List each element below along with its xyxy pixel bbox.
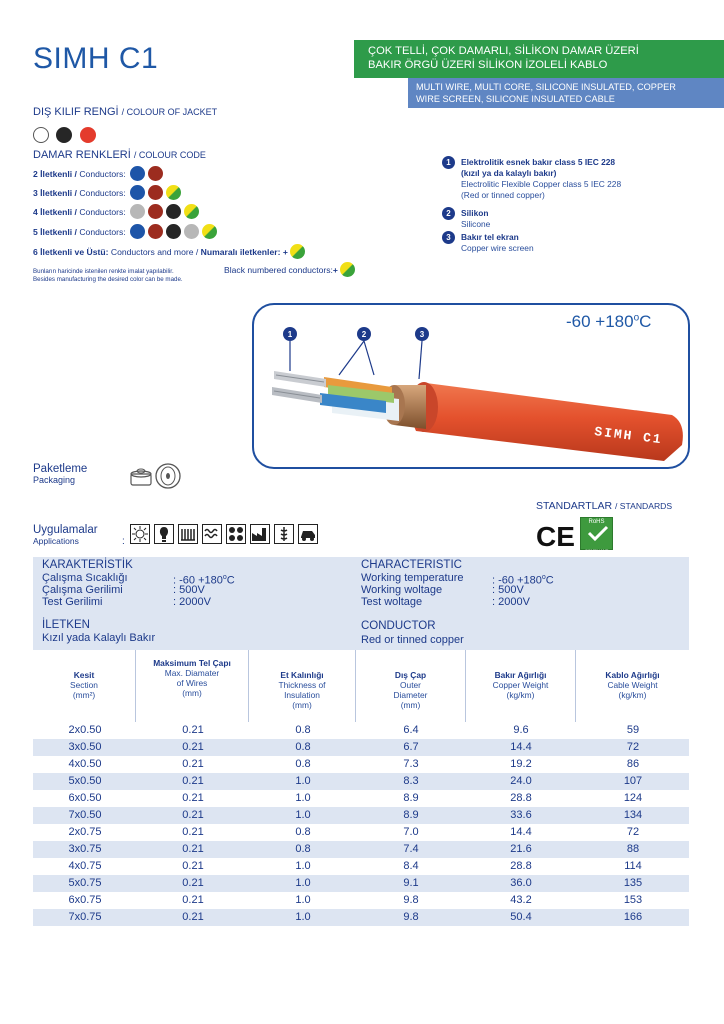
table-cell: 7x0.75 bbox=[68, 911, 102, 923]
conductor-row-label-en: Conductors: bbox=[79, 226, 126, 237]
table-cell: 1.0 bbox=[295, 894, 311, 906]
rohs-badge bbox=[580, 517, 613, 553]
table-cell: 36.0 bbox=[510, 877, 532, 889]
char-left-value: : $-60 +180^oC$ bbox=[173, 574, 235, 587]
table-cell: 8.3 bbox=[403, 775, 419, 787]
conductor-row-label-tr: 5 İletkenli / bbox=[33, 226, 77, 237]
title-en-line2: WIRE SCREEN, SILICONE INSULATED CABLE bbox=[416, 94, 615, 104]
blue-swatch bbox=[130, 166, 145, 181]
rohs-label: RoHS bbox=[588, 519, 605, 525]
title-tr-line2: BAKIR ÖRGÜ ÜZERİ SİLİKON İZOLELİ KABLO bbox=[368, 59, 608, 71]
char-right-value: : 500V bbox=[492, 584, 524, 596]
table-cell: 9.8 bbox=[403, 894, 419, 906]
table-cell: 0.21 bbox=[182, 775, 204, 787]
legend-en: Electrolitic Flexible Copper class 5 IEC 228 bbox=[461, 179, 622, 189]
table-row bbox=[33, 722, 689, 739]
table-cell: 0.8 bbox=[295, 843, 311, 855]
jacket-label-tr: DIŞ KILIF RENGİ bbox=[33, 106, 119, 118]
table-cell: 1.0 bbox=[295, 860, 311, 872]
char-left-key: Çalışma Sıcaklığı bbox=[42, 572, 128, 584]
table-cell: 2x0.50 bbox=[68, 724, 102, 736]
conductor-title-en: CONDUCTOR bbox=[361, 620, 436, 632]
table-cell: 0.21 bbox=[182, 911, 204, 923]
table-cell: 0.21 bbox=[182, 741, 204, 753]
conductor-title-tr: İLETKEN bbox=[42, 619, 90, 631]
cable-print: SIMH C1 bbox=[593, 424, 664, 448]
cable-jacket bbox=[412, 383, 683, 461]
colour-note-en: Besides manufacturing the desired color can be made. bbox=[33, 276, 183, 283]
jacket-red-swatch bbox=[80, 127, 96, 143]
char-right-value: : 2000V bbox=[492, 596, 530, 608]
table-cell: 9.1 bbox=[403, 877, 419, 889]
table-cell: 0.21 bbox=[182, 792, 204, 804]
table-cell: 43.2 bbox=[510, 894, 532, 906]
table-cell: 5x0.75 bbox=[68, 877, 102, 889]
table-cell: 0.8 bbox=[295, 741, 311, 753]
callout-number: 3 bbox=[442, 231, 455, 244]
conductor-row-label-en: Conductors: bbox=[79, 187, 126, 198]
table-row bbox=[33, 892, 689, 909]
table-cell: 72 bbox=[626, 826, 640, 838]
table-cell: 59 bbox=[626, 724, 640, 736]
table-row bbox=[33, 756, 689, 773]
table-cell: 1.0 bbox=[295, 809, 311, 821]
table-cell: 114 bbox=[624, 860, 642, 872]
conductor-row-label-en: Conductors: bbox=[79, 168, 126, 179]
header-copper-weight: Bakır Ağırlığı Copper Weight (kg/km) bbox=[466, 650, 576, 722]
legend-tr-2: (kızıl ya da kalaylı bakır) bbox=[461, 168, 557, 178]
table-row bbox=[33, 858, 689, 875]
conductor-row-6-plus bbox=[33, 244, 308, 259]
table-cell: 166 bbox=[623, 911, 643, 923]
radiator-icon bbox=[178, 524, 198, 544]
packaging-label bbox=[33, 463, 87, 485]
legend-item-1 bbox=[442, 156, 622, 200]
plus-sign: + bbox=[332, 264, 338, 275]
colour-code-label-en: / COLOUR CODE bbox=[133, 150, 206, 160]
rohs-sub: COMPLIANT bbox=[584, 548, 609, 553]
title-band-english bbox=[408, 78, 724, 108]
six-conductors-label-tr: 6 İletkenli ve Üstü: bbox=[33, 246, 109, 257]
table-cell: 9.8 bbox=[403, 911, 419, 923]
table-cell: 21.6 bbox=[510, 843, 532, 855]
header-cable-weight: Kablo Ağırlığı Cable Weight (kg/km) bbox=[605, 670, 660, 700]
char-left-value: : 500V bbox=[173, 584, 205, 596]
coil-and-reel-icon bbox=[130, 462, 185, 490]
table-cell: 50.4 bbox=[510, 911, 532, 923]
applications-colon: : bbox=[122, 536, 125, 547]
header-section: Kesit Section (mm²) bbox=[33, 650, 136, 722]
table-cell: 19.2 bbox=[510, 758, 532, 770]
legend-en-2: (Red or tinned copper) bbox=[461, 190, 545, 200]
table-cell: 6.4 bbox=[403, 724, 419, 736]
table-cell: 0.21 bbox=[182, 724, 204, 736]
title-en-line1: MULTI WIRE, MULTI CORE, SILICONE INSULATED, COPPER bbox=[416, 82, 676, 92]
jacket-label-en: / COLOUR OF JACKET bbox=[121, 107, 218, 117]
applications-label-tr: Uygulamalar bbox=[33, 524, 98, 536]
table-cell: 4x0.75 bbox=[68, 860, 102, 872]
table-cell: 28.8 bbox=[510, 860, 532, 872]
temperature-range bbox=[566, 312, 651, 332]
table-cell: 0.8 bbox=[295, 826, 311, 838]
brown-swatch bbox=[148, 224, 163, 239]
table-cell: 0.8 bbox=[295, 758, 311, 770]
table-cell: 0.21 bbox=[182, 860, 204, 872]
table-cell: 9.6 bbox=[513, 724, 529, 736]
table-header bbox=[33, 650, 689, 722]
table-row bbox=[33, 807, 689, 824]
table-cell: 1.0 bbox=[295, 792, 311, 804]
table-cell: 8.4 bbox=[403, 860, 419, 872]
legend-tr: Bakır tel ekran bbox=[461, 232, 519, 242]
table-cell: 88 bbox=[626, 843, 640, 855]
table-cell: 8.9 bbox=[403, 809, 419, 821]
table-cell: 0.21 bbox=[182, 894, 204, 906]
brown-swatch bbox=[148, 185, 163, 200]
header-outer-diameter: Dış Çap Outer Diameter (mm) bbox=[356, 650, 466, 722]
checkmark-icon bbox=[581, 525, 614, 543]
heating-icon bbox=[130, 524, 150, 544]
medical-icon bbox=[274, 524, 294, 544]
table-row bbox=[33, 909, 689, 926]
table-cell: 33.6 bbox=[510, 809, 532, 821]
stove-icon bbox=[226, 524, 246, 544]
table-cell: 107 bbox=[623, 775, 643, 787]
jacket-white-swatch bbox=[33, 127, 49, 143]
brown-swatch bbox=[148, 166, 163, 181]
temperature-unit: C bbox=[639, 312, 652, 331]
table-cell: 3x0.50 bbox=[68, 741, 102, 753]
table-row bbox=[33, 824, 689, 841]
blue-swatch bbox=[130, 185, 145, 200]
table-cell: 6.7 bbox=[403, 741, 419, 753]
table-cell: 134 bbox=[623, 809, 643, 821]
colour-code-label bbox=[33, 149, 206, 161]
degree-sign: o bbox=[633, 312, 640, 324]
conductor-row-label-tr: 3 İletkenli / bbox=[33, 187, 77, 198]
table-cell: 153 bbox=[623, 894, 643, 906]
green-yellow-swatch bbox=[184, 204, 199, 219]
conductor-value-en: Red or tinned copper bbox=[361, 634, 464, 646]
green-yellow-swatch bbox=[340, 262, 355, 277]
table-cell: 6x0.50 bbox=[68, 792, 102, 804]
table-cell: 124 bbox=[623, 792, 643, 804]
conductor-value-tr: Kızıl yada Kalaylı Bakır bbox=[42, 632, 156, 644]
table-cell: 14.4 bbox=[510, 826, 532, 838]
vehicle-icon bbox=[298, 524, 318, 544]
colour-code-label-tr: DAMAR RENKLERİ bbox=[33, 149, 131, 161]
table-cell: 28.8 bbox=[510, 792, 532, 804]
table-row bbox=[33, 790, 689, 807]
table-cell: 0.21 bbox=[182, 826, 204, 838]
char-right-value: : $-60 +180^oC$ bbox=[492, 574, 554, 587]
callout-2: 2 bbox=[361, 330, 367, 339]
grey-swatch bbox=[184, 224, 199, 239]
table-cell: 3x0.75 bbox=[68, 843, 102, 855]
oven-icon bbox=[202, 524, 222, 544]
table-cell: 0.21 bbox=[182, 809, 204, 821]
colour-note bbox=[33, 268, 183, 284]
char-right-key: Test woltage bbox=[361, 596, 423, 608]
page-title: SIMH C1 bbox=[33, 42, 159, 75]
char-left-key: Test Gerilimi bbox=[42, 596, 103, 608]
applications-label-en: Applications bbox=[33, 536, 79, 546]
conductor-row-4 bbox=[33, 204, 202, 219]
table-cell: 0.21 bbox=[182, 843, 204, 855]
title-band-turkish bbox=[354, 40, 724, 78]
table-cell: 86 bbox=[626, 758, 640, 770]
table-cell: 0.21 bbox=[182, 877, 204, 889]
packaging-label-tr: Paketleme bbox=[33, 463, 88, 475]
table-cell: 1.0 bbox=[295, 775, 311, 787]
callout-number: 2 bbox=[442, 207, 455, 220]
legend-item-3 bbox=[442, 231, 534, 253]
grey-swatch bbox=[130, 204, 145, 219]
packaging-icons bbox=[130, 462, 185, 495]
factory-icon bbox=[250, 524, 270, 544]
standards-label-tr: STANDARTLAR bbox=[536, 500, 613, 512]
jacket-colour-label bbox=[33, 106, 217, 118]
black-numbered-conductors bbox=[224, 262, 358, 277]
table-cell: 1.0 bbox=[295, 911, 311, 923]
characteristics-title-tr: KARAKTERİSTİK bbox=[42, 559, 133, 571]
six-conductors-label-en: Conductors and more / bbox=[110, 246, 199, 257]
black-swatch bbox=[166, 204, 181, 219]
table-row bbox=[33, 875, 689, 892]
callout-1: 1 bbox=[287, 330, 293, 339]
conductor-row-2 bbox=[33, 166, 166, 181]
legend-en: Silicone bbox=[461, 219, 491, 229]
table-cell: 1.0 bbox=[295, 877, 311, 889]
temperature-value: -60 +180 bbox=[566, 312, 634, 331]
char-left-value: : 2000V bbox=[173, 596, 211, 608]
table-row bbox=[33, 841, 689, 858]
black-numbered-label: Black numbered conductors: bbox=[224, 264, 333, 275]
legend-tr: Silikon bbox=[461, 208, 489, 218]
green-yellow-swatch bbox=[166, 185, 181, 200]
conductor-row-label-tr: 4 İletkenli / bbox=[33, 206, 77, 217]
char-right-key: Working woltage bbox=[361, 584, 443, 596]
applications-label bbox=[33, 524, 98, 546]
black-swatch bbox=[166, 224, 181, 239]
header-wire-diameter: Maksimum Tel Çapı Max. Diamater of Wires (mm) bbox=[136, 650, 249, 722]
char-right-key: Working temperature bbox=[361, 572, 464, 584]
legend-item-2 bbox=[442, 207, 491, 229]
jacket-swatches bbox=[33, 126, 99, 144]
conductor-row-5 bbox=[33, 224, 220, 239]
table-cell: 7.3 bbox=[403, 758, 419, 770]
legend-en: Copper wire screen bbox=[461, 243, 534, 253]
char-left-key: Çalışma Gerilimi bbox=[42, 584, 123, 596]
table-row bbox=[33, 739, 689, 756]
conductor-row-label-tr: 2 İletkenli / bbox=[33, 168, 77, 179]
legend-tr: Elektrolitik esnek bakır class 5 IEC 228 bbox=[461, 157, 616, 167]
table-cell: 72 bbox=[626, 741, 640, 753]
table-cell: 7x0.50 bbox=[68, 809, 102, 821]
standards-label-en: / STANDARDS bbox=[614, 501, 673, 511]
green-yellow-swatch bbox=[202, 224, 217, 239]
table-cell: 4x0.50 bbox=[68, 758, 102, 770]
table-cell: 7.4 bbox=[403, 843, 419, 855]
title-tr-line1: ÇOK TELLİ, ÇOK DAMARLI, SİLİKON DAMAR ÜZERİ bbox=[368, 45, 639, 57]
plus-sign: + bbox=[282, 246, 288, 257]
standards-label bbox=[536, 500, 672, 512]
conductor-row-3 bbox=[33, 185, 184, 200]
table-cell: 8.9 bbox=[403, 792, 419, 804]
characteristics-title-en: CHARACTERISTIC bbox=[361, 559, 462, 571]
green-yellow-swatch bbox=[290, 244, 305, 259]
table-cell: 2x0.75 bbox=[68, 826, 102, 838]
colour-note-tr: Bunların haricinde istenilen renkte imalat yapılabilir. bbox=[33, 268, 174, 275]
blue-swatch bbox=[130, 224, 145, 239]
table-cell: 14.4 bbox=[510, 741, 532, 753]
callout-number: 1 bbox=[442, 156, 455, 169]
table-cell: 5x0.50 bbox=[68, 775, 102, 787]
table-cell: 0.21 bbox=[182, 758, 204, 770]
table-cell: 6x0.75 bbox=[68, 894, 102, 906]
conductor-row-label-en: Conductors: bbox=[79, 206, 126, 217]
brown-swatch bbox=[148, 204, 163, 219]
table-row bbox=[33, 773, 689, 790]
table-cell: 135 bbox=[623, 877, 643, 889]
packaging-label-en: Packaging bbox=[33, 475, 76, 485]
table-cell: 0.8 bbox=[295, 724, 311, 736]
table-cell: 7.0 bbox=[403, 826, 419, 838]
lighting-icon bbox=[154, 524, 174, 544]
table-cell: 24.0 bbox=[510, 775, 532, 787]
ce-mark: CE bbox=[536, 521, 575, 552]
jacket-black-swatch bbox=[56, 127, 72, 143]
callout-3: 3 bbox=[419, 330, 425, 339]
header-insulation-thickness: Et Kalınlığı Thickness of Insulation (mm) bbox=[249, 650, 356, 722]
numbered-conductors-label: Numaralı iletkenler: bbox=[200, 246, 281, 257]
